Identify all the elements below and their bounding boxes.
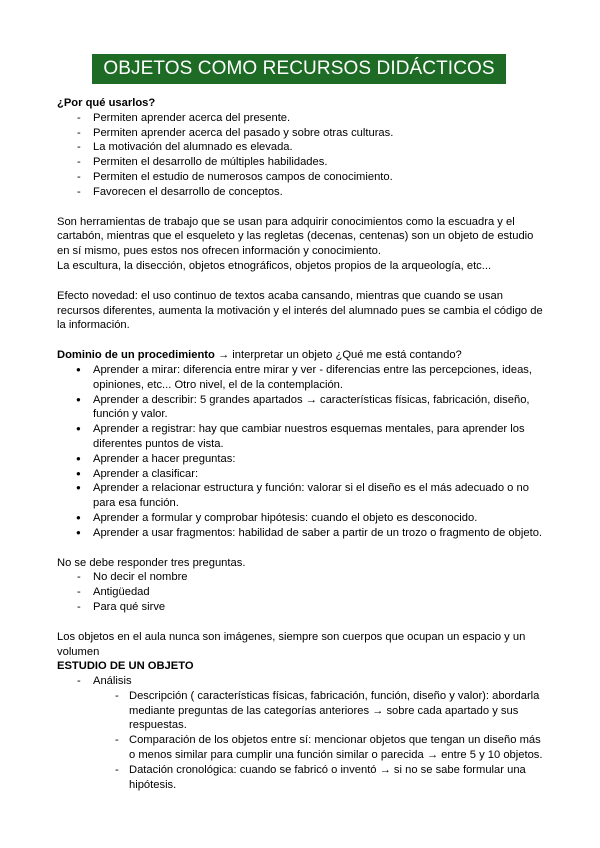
section-heading-procedure xyxy=(57,348,543,363)
paragraph-questions: No se debe responder tres preguntas. xyxy=(57,556,246,569)
list-item: - Antigüedad xyxy=(57,585,543,600)
list-item: ● Aprender a registrar: hay que cambiar nuestros esquemas mentales, para aprender los diferentes puntos de vista. xyxy=(57,422,543,452)
section-heading-why: ¿Por qué usarlos? xyxy=(57,97,156,109)
list-item: - Análisis xyxy=(57,674,543,689)
paragraph-tools: Son herramientas de trabajo que se usan para adquirir conocimientos como la escuadra y el cartabón, mientras que el esqueleto y las regletas (decenas, centenas) son un objeto de estudio en sí mismo, pues estos nos ofrecen información y conocimiento. xyxy=(57,215,534,258)
sub-list-item: - Datación cronológica: cuando se fabricó o inventó → si no se sabe formular una hipótesis. xyxy=(57,763,543,793)
list-item: ● Aprender a mirar: diferencia entre mirar y ver - diferencias entre las percepciones, ideas, opiniones, etc... Otro nivel, el de la contemplación. xyxy=(57,363,543,393)
list-item: ● Aprender a usar fragmentos: habilidad de saber a partir de un trozo o fragmento de objeto. xyxy=(57,526,543,541)
list-item: - No decir el nombre xyxy=(57,570,543,585)
document-body xyxy=(57,96,543,792)
procedure-heading-bold: Dominio de un procedimiento xyxy=(57,349,215,362)
list-item: - Permiten el estudio de numerosos campos de conocimiento. xyxy=(57,170,543,185)
section-heading-study: ESTUDIO DE UN OBJETO xyxy=(57,660,194,673)
list-item: ● Aprender a relacionar estructura y función: valorar si el diseño es el más adecuado o no para esa función. xyxy=(57,481,543,511)
list-item: - Para qué sirve xyxy=(57,600,543,615)
sub-list-item: - Descripción ( características físicas, fabricación, función, diseño y valor): abordarla mediante preguntas de las categorías anteriores → sobre cada apartado y sus respuestas. xyxy=(57,689,543,733)
list-item: - Favorecen el desarrollo de conceptos. xyxy=(57,185,543,200)
list-item: - La motivación del alumnado es elevada. xyxy=(57,140,543,155)
analysis-sublist xyxy=(57,689,543,793)
list-item: - Permiten el desarrollo de múltiples habilidades. xyxy=(57,155,543,170)
study-list xyxy=(57,674,543,689)
paragraph-objects-in-class: Los objetos en el aula nunca son imágenes, siempre son cuerpos que ocupan un espacio y un volumen xyxy=(57,630,526,658)
procedure-list xyxy=(57,363,543,541)
questions-list xyxy=(57,570,543,614)
list-item: ● Aprender a clasificar: xyxy=(57,467,543,482)
paragraph-novelty: Efecto novedad: el uso continuo de textos acaba cansando, mientras que cuando se usan recursos diferentes, aumenta la motivación y el interés del alumnado pues se cambia el código de la información. xyxy=(57,289,543,332)
list-item: ● Aprender a describir: 5 grandes apartados → características físicas, fabricación, diseño, función y valor. xyxy=(57,393,543,423)
why-list xyxy=(57,111,543,200)
sub-list-item: - Comparación de los objetos entre sí: mencionar objetos que tengan un diseño más o menos similar para cumplir una función similar o parecida → entre 5 y 10 objetos. xyxy=(57,733,543,763)
list-item: ● Aprender a formular y comprobar hipótesis: cuando el objeto es desconocido. xyxy=(57,511,543,526)
list-item: ● Aprender a hacer preguntas: xyxy=(57,452,543,467)
list-item: - Permiten aprender acerca del pasado y sobre otras culturas. xyxy=(57,126,543,141)
list-item: - Permiten aprender acerca del presente. xyxy=(57,111,543,126)
paragraph-examples: La escultura, la disección, objetos etnográficos, objetos propios de la arqueología, etc... xyxy=(57,259,492,272)
page-title: OBJETOS COMO RECURSOS DIDÁCTICOS xyxy=(92,54,506,84)
procedure-heading-rest: → interpretar un objeto ¿Qué me está contando? xyxy=(214,349,462,362)
